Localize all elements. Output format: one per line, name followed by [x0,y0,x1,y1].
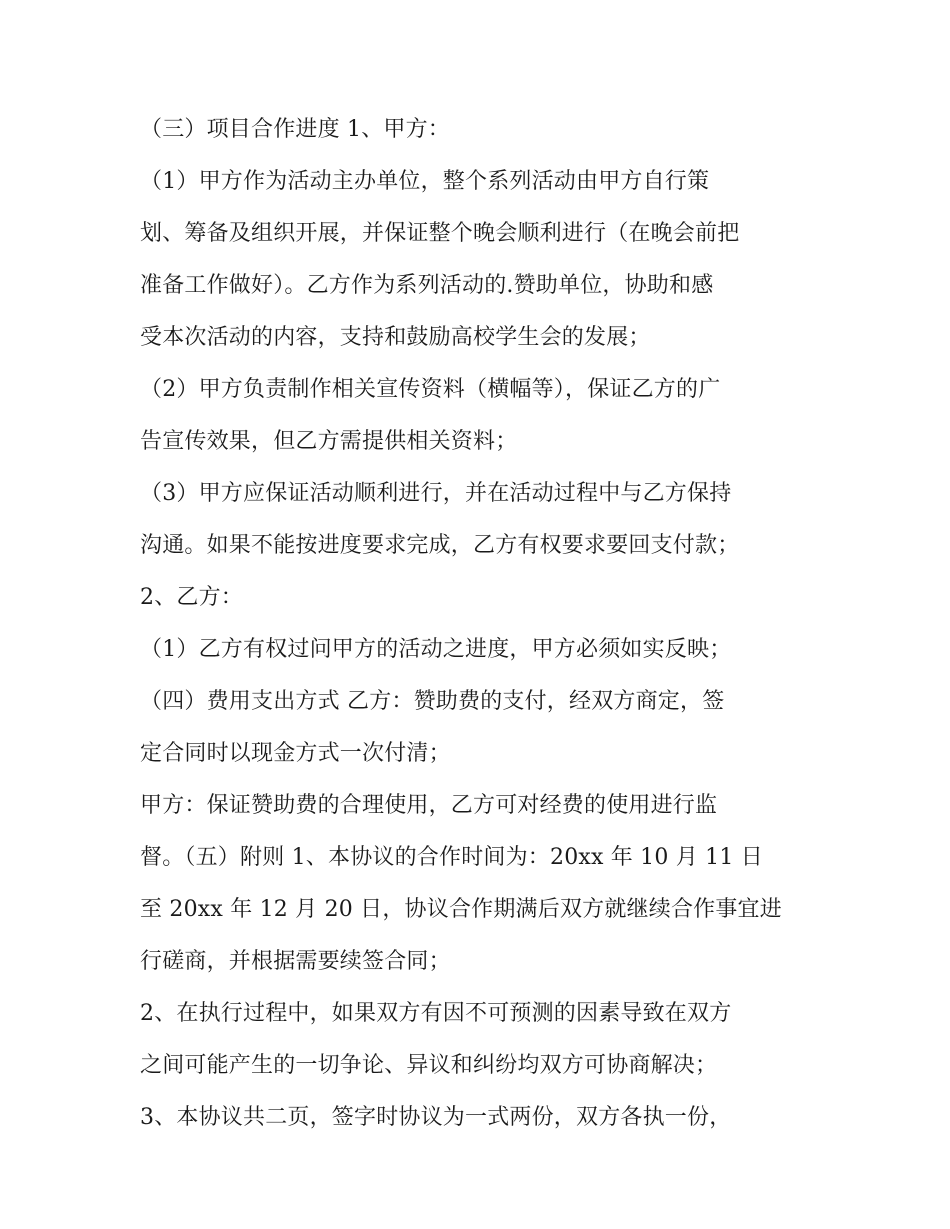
document-body [140,104,820,1144]
text-line: 沟通。如果不能按进度要求完成，乙方有权要求要回支付款； [140,533,740,558]
text-line: （三）项目合作进度 1、甲方： [140,117,450,142]
text-line: （1）甲方作为活动主办单位，整个系列活动由甲方自行策 [140,169,710,194]
text-line: 定合同时以现金方式一次付清； [140,741,451,766]
text-line: 2、在执行过程中，如果双方有因不可预测的因素导致在双方 [140,1001,732,1026]
text-line: （3）甲方应保证活动顺利进行，并在活动过程中与乙方保持 [140,481,732,506]
text-line: 至 20xx 年 12 月 20 日，协议合作期满后双方就继续合作事宜进 [140,897,782,922]
text-line: （四）费用支出方式 乙方：赞助费的支付，经双方商定，签 [140,689,725,714]
text-line: （1）乙方有权过问甲方的活动之进度，甲方必须如实反映； [140,637,732,662]
text-line: 之间可能产生的一切争论、异议和纠纷均双方可协商解决； [140,1053,718,1078]
text-line: （2）甲方负责制作相关宣传资料（横幅等），保证乙方的广 [140,377,721,402]
text-line: 甲方：保证赞助费的合理使用，乙方可对经费的使用进行监 [140,793,718,818]
text-line: 3、本协议共二页，签字时协议为一式两份，双方各执一份， [140,1105,732,1130]
text-line: 2、乙方： [140,585,243,610]
text-line: 督。（五）附则 1、本协议的合作时间为：20xx 年 10 月 11 日 [140,845,763,870]
text-line: 划、筹备及组织开展，并保证整个晚会顺利进行（在晚会前把 [140,221,740,246]
text-line: 告宣传效果，但乙方需提供相关资料； [140,429,518,454]
text-line: 准备工作做好）。乙方作为系列活动的.赞助单位，协助和感 [140,273,714,298]
text-line: 行磋商，并根据需要续签合同； [140,949,451,974]
text-line: 受本次活动的内容，支持和鼓励高校学生会的发展； [140,325,651,350]
